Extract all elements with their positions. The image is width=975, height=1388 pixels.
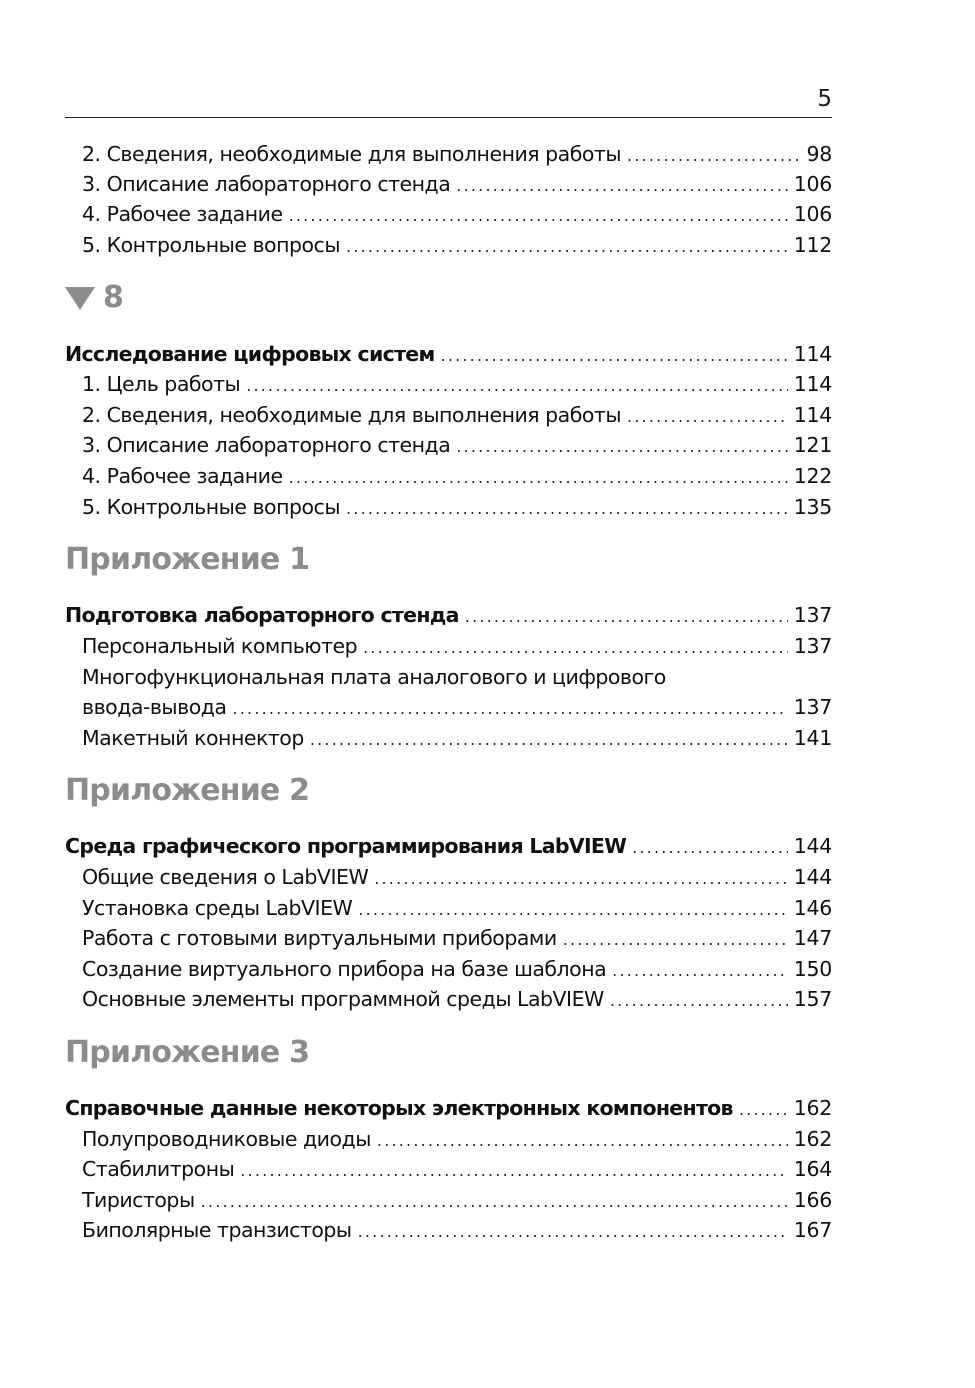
dot-leader bbox=[610, 986, 788, 1016]
toc-entry[interactable] bbox=[82, 369, 832, 399]
dot-leader bbox=[232, 694, 787, 724]
toc-entry-title: Полупроводниковые диоды bbox=[82, 1127, 371, 1151]
toc-entry-title: Основные элементы программной среды LabVIEW bbox=[82, 987, 604, 1011]
dot-leader bbox=[563, 925, 788, 955]
dot-leader bbox=[632, 833, 788, 863]
dot-leader bbox=[441, 341, 788, 371]
dot-leader bbox=[289, 463, 788, 493]
toc-entry-page: 162 bbox=[793, 1127, 832, 1151]
toc-entry[interactable] bbox=[82, 923, 832, 953]
toc-entry-title: Биполярные транзисторы bbox=[82, 1218, 352, 1242]
toc-entry[interactable] bbox=[82, 954, 832, 984]
toc-entry-page: 144 bbox=[793, 865, 832, 889]
toc-entry-title-line[interactable]: Многофункциональная плата аналогового и цифрового bbox=[82, 665, 666, 689]
toc-entry-page: 114 bbox=[793, 372, 832, 396]
dot-leader bbox=[465, 602, 788, 632]
toc-main-page: 162 bbox=[793, 1096, 832, 1120]
chapter-heading bbox=[65, 278, 123, 318]
dot-leader bbox=[627, 141, 800, 171]
chapter-number: 8 bbox=[103, 280, 124, 315]
toc-entry-title: Создание виртуального прибора на базе шаблона bbox=[82, 957, 607, 981]
toc-entry[interactable] bbox=[82, 1215, 832, 1245]
toc-entry[interactable] bbox=[82, 169, 832, 199]
toc-entry[interactable] bbox=[82, 492, 832, 522]
page-number: 5 bbox=[817, 86, 832, 112]
toc-entry-page: 157 bbox=[793, 987, 832, 1011]
toc-main-entry[interactable] bbox=[65, 1093, 832, 1123]
toc-entry-page: 147 bbox=[793, 926, 832, 950]
toc-entry-title: 3. Описание лабораторного стенда bbox=[82, 172, 451, 196]
toc-entry-page: 137 bbox=[793, 634, 832, 658]
toc-entry[interactable] bbox=[82, 1185, 832, 1215]
toc-main-page: 137 bbox=[793, 603, 832, 627]
dot-leader bbox=[363, 633, 788, 663]
triangle-down-icon bbox=[65, 286, 95, 310]
dot-leader bbox=[456, 432, 787, 462]
toc-entry-page: 150 bbox=[793, 957, 832, 981]
dot-leader bbox=[240, 1156, 787, 1186]
toc-entry-page: 137 bbox=[793, 695, 832, 719]
toc-main-title: Исследование цифровых систем bbox=[65, 342, 435, 366]
toc-entry[interactable] bbox=[82, 400, 832, 430]
toc-main-entry[interactable] bbox=[65, 339, 832, 369]
toc-entry-page: 166 bbox=[793, 1188, 832, 1212]
toc-entry[interactable] bbox=[82, 984, 832, 1014]
toc-entry[interactable] bbox=[82, 199, 832, 229]
dot-leader bbox=[374, 864, 788, 894]
toc-entry-page: 106 bbox=[793, 172, 832, 196]
toc-entry-title: 4. Рабочее задание bbox=[82, 464, 283, 488]
dot-leader bbox=[346, 494, 788, 524]
dot-leader bbox=[346, 232, 788, 262]
toc-entry-title: 5. Контрольные вопросы bbox=[82, 495, 341, 519]
dot-leader bbox=[377, 1126, 788, 1156]
toc-entry-page: 106 bbox=[793, 202, 832, 226]
toc-entry[interactable] bbox=[82, 1124, 832, 1154]
toc-entry-page: 141 bbox=[793, 726, 832, 750]
toc-entry-title: 1. Цель работы bbox=[82, 372, 241, 396]
toc-entry-title: 3. Описание лабораторного стенда bbox=[82, 433, 451, 457]
dot-leader bbox=[246, 371, 788, 401]
dot-leader bbox=[612, 956, 788, 986]
toc-entry-page: 146 bbox=[793, 896, 832, 920]
toc-entry-page: 98 bbox=[806, 142, 832, 166]
toc-entry[interactable] bbox=[82, 139, 832, 169]
toc-main-page: 144 bbox=[793, 834, 832, 858]
toc-entry-title: 5. Контрольные вопросы bbox=[82, 233, 341, 257]
toc-entry[interactable] bbox=[82, 631, 832, 661]
toc-entry[interactable] bbox=[82, 723, 832, 753]
toc-entry[interactable] bbox=[82, 461, 832, 491]
toc-main-entry[interactable] bbox=[65, 600, 832, 630]
toc-entry-page: 121 bbox=[793, 433, 832, 457]
dot-leader bbox=[310, 725, 788, 755]
dot-leader bbox=[358, 1217, 788, 1247]
dot-leader bbox=[358, 895, 787, 925]
toc-main-title: Справочные данные некоторых электронных компонентов bbox=[65, 1096, 733, 1120]
toc-main-title: Подготовка лабораторного стенда bbox=[65, 603, 459, 627]
toc-entry-title: ввода-вывода bbox=[82, 695, 227, 719]
toc-entry-title: Работа с готовыми виртуальными приборами bbox=[82, 926, 557, 950]
toc-entry[interactable] bbox=[82, 230, 832, 260]
toc-main-page: 114 bbox=[793, 342, 832, 366]
appendix-heading: Приложение 3 bbox=[65, 1035, 310, 1070]
toc-entry[interactable] bbox=[82, 1154, 832, 1184]
toc-entry-title: Тиристоры bbox=[82, 1188, 195, 1212]
toc-entry-page: 167 bbox=[793, 1218, 832, 1242]
toc-main-entry[interactable] bbox=[65, 831, 832, 861]
toc-entry[interactable] bbox=[82, 862, 832, 892]
dot-leader bbox=[739, 1095, 788, 1125]
dot-leader bbox=[456, 171, 787, 201]
toc-entry-page: 135 bbox=[793, 495, 832, 519]
toc-entry-title: Общие сведения о LabVIEW bbox=[82, 865, 369, 889]
toc-main-title: Среда графического программирования LabVIEW bbox=[65, 834, 627, 858]
toc-entry-page: 114 bbox=[793, 403, 832, 427]
appendix-heading: Приложение 1 bbox=[65, 542, 310, 577]
appendix-heading: Приложение 2 bbox=[65, 773, 310, 808]
toc-entry-title: Персональный компьютер bbox=[82, 634, 358, 658]
toc-entry[interactable] bbox=[82, 430, 832, 460]
dot-leader bbox=[201, 1187, 788, 1217]
dot-leader bbox=[627, 402, 788, 432]
toc-entry-title: Макетный коннектор bbox=[82, 726, 304, 750]
toc-entry-title: 2. Сведения, необходимые для выполнения работы bbox=[82, 403, 622, 427]
toc-entry[interactable] bbox=[82, 692, 832, 722]
toc-entry-page: 164 bbox=[793, 1157, 832, 1181]
toc-entry-title: 2. Сведения, необходимые для выполнения работы bbox=[82, 142, 622, 166]
toc-entry-title: 4. Рабочее задание bbox=[82, 202, 283, 226]
dot-leader bbox=[289, 201, 788, 231]
toc-entry-title: Установка среды LabVIEW bbox=[82, 896, 353, 920]
toc-entry-page: 112 bbox=[793, 233, 832, 257]
toc-entry-page: 122 bbox=[793, 464, 832, 488]
toc-entry[interactable] bbox=[82, 893, 832, 923]
toc-entry-title: Стабилитроны bbox=[82, 1157, 235, 1181]
header-rule bbox=[65, 117, 832, 118]
